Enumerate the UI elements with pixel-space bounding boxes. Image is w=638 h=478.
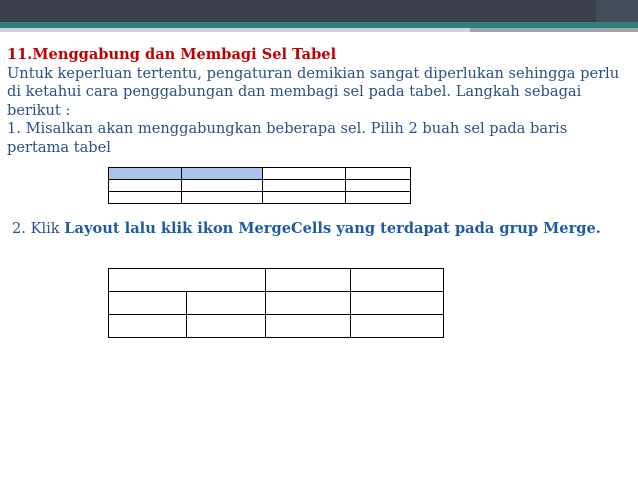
table-cell[interactable] bbox=[351, 315, 444, 338]
example-table-merged bbox=[108, 268, 444, 338]
table-cell[interactable] bbox=[187, 315, 266, 338]
table-cell[interactable] bbox=[346, 180, 411, 192]
table-cell[interactable] bbox=[351, 292, 444, 315]
step-1-text: 1. Misalkan akan menggabungkan beberapa sel. Pilih 2 buah sel pada baris pertama tabel bbox=[7, 120, 568, 156]
table-row bbox=[109, 168, 411, 180]
accent-decor-bar bbox=[470, 28, 638, 32]
table-row bbox=[109, 269, 444, 292]
table-cell[interactable] bbox=[109, 315, 187, 338]
table-cell[interactable] bbox=[182, 180, 263, 192]
table-cell[interactable] bbox=[266, 292, 351, 315]
table-cell[interactable] bbox=[346, 168, 411, 180]
slide-body bbox=[7, 46, 632, 157]
table-cell[interactable] bbox=[263, 192, 346, 204]
table-row bbox=[109, 192, 411, 204]
table-cell[interactable] bbox=[109, 180, 182, 192]
table-row bbox=[109, 292, 444, 315]
table-cell[interactable] bbox=[266, 269, 351, 292]
table-cell[interactable] bbox=[182, 192, 263, 204]
table-cell[interactable] bbox=[263, 180, 346, 192]
merged-cell[interactable] bbox=[109, 269, 266, 292]
slide-heading: 11.Menggabung dan Membagi Sel Tabel bbox=[7, 46, 337, 63]
table-cell[interactable] bbox=[266, 315, 351, 338]
step-2-text bbox=[12, 220, 601, 237]
top-decor-bar bbox=[0, 0, 638, 22]
table-cell[interactable] bbox=[346, 192, 411, 204]
example-table-select bbox=[108, 167, 411, 204]
selected-cell[interactable] bbox=[109, 168, 182, 180]
table-cell[interactable] bbox=[263, 168, 346, 180]
table-cell[interactable] bbox=[109, 292, 187, 315]
selected-cell[interactable] bbox=[182, 168, 263, 180]
table-cell[interactable] bbox=[109, 192, 182, 204]
table-cell[interactable] bbox=[351, 269, 444, 292]
step-2-prefix: 2. Klik bbox=[12, 220, 65, 237]
top-decor-right-block bbox=[596, 0, 638, 22]
step-2-instruction: Layout lalu klik ikon MergeCells yang terdapat pada grup Merge. bbox=[64, 220, 601, 237]
intro-paragraph: Untuk keperluan tertentu, pengaturan demikian sangat diperlukan sehingga perlu di ketahui cara penggabungan dan membagi sel pada tabel. Langkah sebagai berikut : bbox=[7, 64, 620, 119]
table-row bbox=[109, 180, 411, 192]
table-cell[interactable] bbox=[187, 292, 266, 315]
table-row bbox=[109, 315, 444, 338]
